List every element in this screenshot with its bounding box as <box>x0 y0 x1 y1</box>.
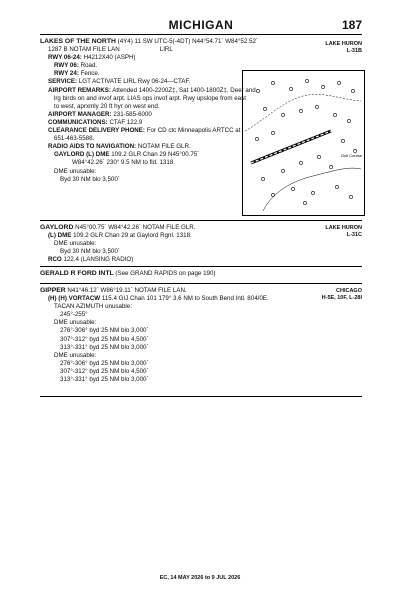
lakes-chart: L-31B <box>346 48 362 54</box>
effective-date-footer: EC, 14 MAY 2026 to 9 JUL 2026 <box>159 575 241 581</box>
remarks-line3: to west, aprxmly 20 ft hyr on west end. <box>54 102 160 110</box>
gipper-dme2-2: 307°-312° byd 25 NM blo 4,500´ <box>60 367 149 375</box>
navaid-info-2: W84°42.26´ 230° 9.5 NM to fld. 1318. <box>72 159 175 167</box>
airport-name: LAKES OF THE NORTH <box>40 38 116 45</box>
gipper-type: (H) (H) VORTACW <box>48 295 101 303</box>
gipper-dme-1: 276°-306° byd 25 NM blo 3,000´ <box>60 327 149 335</box>
clearance-label: CLEARANCE DELIVERY PHONE: <box>48 127 145 135</box>
airport-ident-line: (4Y4) 11 SW UTC-5(-4DT) N44°54.71´ W84°52.52´ <box>117 38 258 45</box>
manager-label: AIRPORT MANAGER: <box>48 110 112 118</box>
gipper-region-name: CHICAGO <box>336 288 362 294</box>
comm-info: CTAF 122.9 <box>109 118 143 126</box>
tacan-label: TACAN AZIMUTH unusable: <box>54 303 132 311</box>
remarks-label: AIRPORT REMARKS: <box>48 86 111 94</box>
radio-info: NOTAM FILE GLR. <box>137 143 191 151</box>
elevation-line: 1287 B NOTAM FILE LAN <box>48 46 120 54</box>
remarks-line2: lrg birds on and invof arpt. LIAS ops invof arpt. Rwy upslope from east <box>54 94 246 102</box>
gipper-dme2-1: 276°-306° byd 25 NM blo 3,000´ <box>60 359 149 367</box>
header-rule <box>40 34 362 35</box>
gaylord-dme-label: DME unusable: <box>54 240 97 248</box>
navaid-name: GAYLORD <box>54 151 85 159</box>
lakes-region-name: LAKE HURON <box>325 41 362 47</box>
gipper-region <box>322 288 362 302</box>
lighting: LIRL <box>159 46 173 54</box>
comm-label: COMMUNICATIONS: <box>48 118 108 126</box>
gipper-line2: 115.4 GIJ Chan 101 179° 3.6 NM to South Bend Intl. 804/0E. <box>101 295 269 303</box>
gaylord-line2: 109.2 GLR Chan 29 at Gaylord Rgnl. 1318. <box>73 232 192 240</box>
gaylord-name: GAYLORD <box>40 224 74 231</box>
tacan-value: 245°-255° <box>60 311 88 319</box>
runway-info: H4212X40 (ASPH) <box>83 54 136 62</box>
clearance-info: For CD ctc Minneapolis ARTCC at <box>146 127 241 135</box>
map-label-text: Gull Course <box>341 153 363 158</box>
service-label: SERVICE: <box>48 78 78 86</box>
page-number: 187 <box>341 18 362 32</box>
gerald-reference: (See GRAND RAPIDS on page 190) <box>115 270 216 277</box>
gaylord-region-name: LAKE HURON <box>325 225 362 231</box>
state-title: MICHIGAN <box>168 18 234 32</box>
gipper-dme-2: 307°-312° byd 25 NM blo 4,500´ <box>60 335 149 343</box>
navaid-info: 109.2 GLR Chan 29 N45°00.75´ <box>111 151 200 159</box>
clearance-phone: 651-463-5588. <box>54 135 95 143</box>
manager-phone: 231-585-6000 <box>113 110 152 118</box>
gaylord-line1: N45°00.75´ W84°42.26´ NOTAM FILE GLR. <box>75 224 196 231</box>
page-header <box>40 18 362 34</box>
gipper-dme-label: DME unusable: <box>54 319 97 327</box>
rco-label: RCO <box>48 256 62 264</box>
gipper-dme2-label: DME unusable: <box>54 351 97 359</box>
gaylord-type: (L) DME <box>48 232 72 240</box>
gipper-entry <box>40 287 269 384</box>
gaylord-entry <box>40 224 196 264</box>
lakes-entry <box>40 38 258 184</box>
runway-label: RWY 06-24: <box>48 54 82 62</box>
gipper-dme-3: 313°-331° byd 25 NM blo 3,000´ <box>60 343 149 351</box>
gipper-chart: H-5E, 10F, L-28I <box>321 295 362 301</box>
gipper-dme2-3: 313°-331° byd 25 NM blo 3,000´ <box>60 376 149 384</box>
road-line <box>263 168 361 211</box>
rule-1 <box>40 220 362 221</box>
lakes-region <box>325 41 362 55</box>
rule-3 <box>40 283 362 284</box>
gerald-entry <box>40 270 215 278</box>
gipper-name: GIPPER <box>40 287 66 294</box>
rwy24-info: Fence. <box>80 70 100 78</box>
airport-diagram-svg <box>243 71 364 215</box>
radio-label: RADIO AIDS TO NAVIGATION: <box>48 143 137 151</box>
gaylord-region <box>325 225 362 239</box>
rwy24-label: RWY 24: <box>54 70 79 78</box>
gaylord-chart: L-31C <box>346 232 362 238</box>
airport-diagram <box>242 70 365 216</box>
dme-unusable-value: Byd 30 NM blo 3,500´ <box>60 175 120 183</box>
navaid-type: (L) DME <box>86 151 110 159</box>
gaylord-dme-value: Byd 30 NM blo 3,500´ <box>60 248 120 256</box>
rwy06-info: Road. <box>80 62 98 70</box>
gipper-line1: N41°46.12´ W86°19.11´ NOTAM FILE LAN. <box>67 287 187 294</box>
rule-2 <box>40 266 362 267</box>
rule-4 <box>40 396 362 397</box>
service-info: LGT ACTIVATE LIRL Rwy 06-24—CTAF. <box>78 78 191 86</box>
gerald-name: GERALD R FORD INTL <box>40 270 114 277</box>
dme-unusable-label: DME unusable: <box>54 167 97 175</box>
boundary-line <box>245 94 361 131</box>
rwy06-label: RWY 06: <box>54 62 79 70</box>
remarks-info: Attended 1400-2200Z‡, Sat 1400-1800Z‡. Deer and <box>112 86 256 94</box>
rco-info: 122.4 (LANSING RADIO) <box>63 256 134 264</box>
